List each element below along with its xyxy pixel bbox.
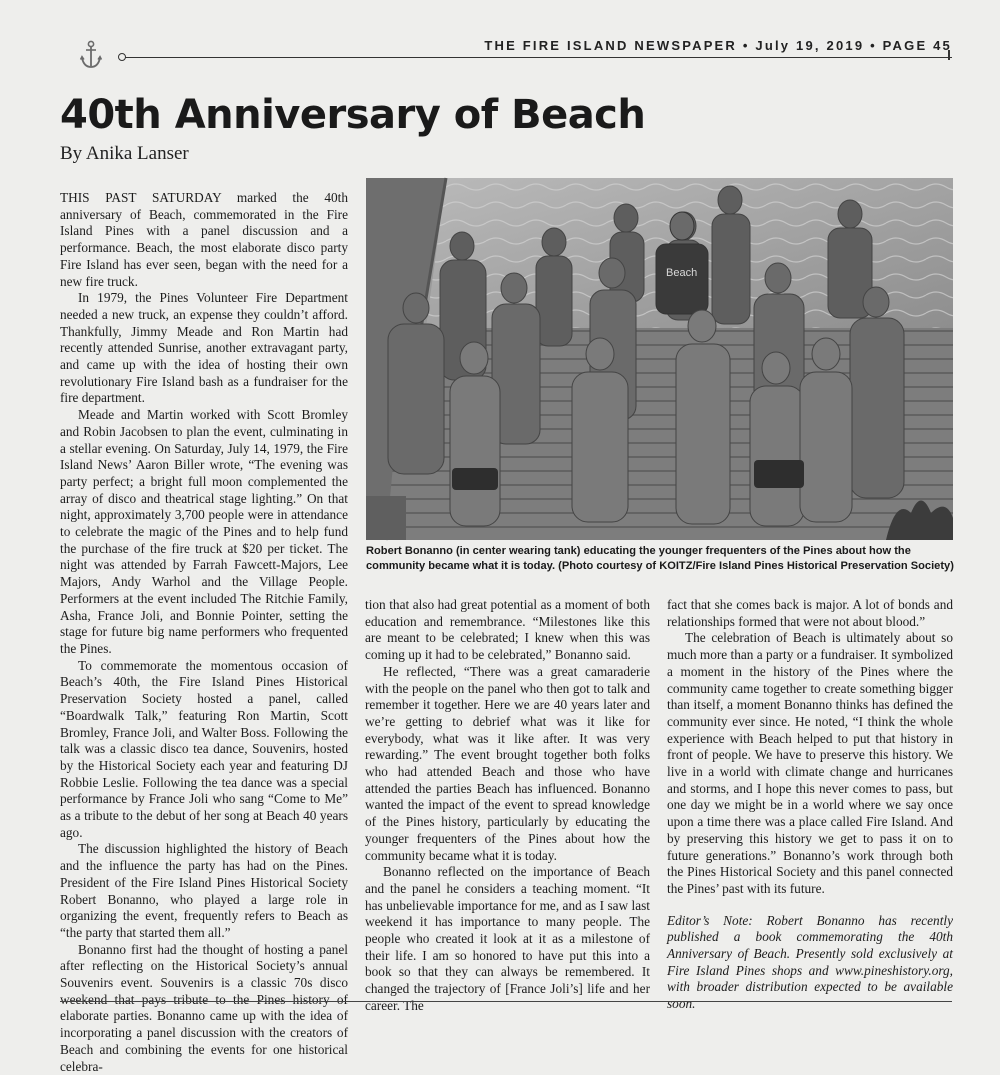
masthead: THE FIRE ISLAND NEWSPAPER • July 19, 2019 • PAGE 45: [484, 38, 952, 53]
paragraph: The discussion highlighted the history of Beach and the influence the party has had on the Pines. President of the Fire Island Pines Historical Society Robert Bonanno, who played a large role in organizing the event, frequently refers to Beach as “the party that started them all.”: [60, 841, 348, 940]
article-byline: By Anika Lanser: [60, 143, 189, 164]
paragraph: tion that also had great potential as a moment of both education and remembrance. “Milestones like this are meant to be celebrated; I knew when this was coming up it had to be celebrated,” Bonanno said.: [365, 597, 650, 663]
paragraph: Bonanno first had the thought of hosting a panel after reflecting on the Historical Society’s annual Souvenirs event. Souvenirs is a classic 70s disco weekend that pays tribute to the Pines history of elaborate parties. Bonanno came up with the idea of incorporating a panel discussion with the creators of Beach and combining the events for one historical celebra-: [60, 941, 348, 1074]
header-rule: [120, 57, 952, 58]
article-headline: 40th Anniversary of Beach: [60, 92, 646, 138]
paragraph: He reflected, “There was a great camaraderie with the people on the panel who then got to talk and remember it together. Here we are 40 years later and we’re getting to debrief what was it like for everybody, what was it like after. It was very rewarding.” The event brought together both folks who had attended Beach and those who have attended the parties Beach has influenced. Bonanno wanted the impact of the event to spread knowledge of the Pines history, particularly by educating the younger frequenters of the Pines about how the community became what it is today.: [365, 663, 650, 863]
anchor-icon: [80, 40, 102, 70]
publication-name: THE FIRE ISLAND NEWSPAPER: [484, 38, 738, 53]
paragraph: fact that she comes back is major. A lot of bonds and relationships formed that were not about blood.”: [667, 597, 953, 629]
group-photo-illustration: [366, 178, 953, 540]
footer-rule: [60, 1001, 952, 1002]
paragraph: To commemorate the momentous occasion of Beach’s 40th, the Fire Island Pines Historical Preservation Society hosted a panel, called “Boardwalk Talk,” featuring Ron Martin, Scott Bromley, France Joli, and Walter Boss. Following the talk was a classic disco tea dance, Souvenirs, hosted by the Historical Society each year and featuring DJ Robbie Leslie. Following the tea dance was a special performance by France Joli who sang “Come to Me” as a tribute to the debut of her song at Beach 40 years ago.: [60, 657, 348, 840]
group-photo: [366, 178, 953, 540]
paragraph: In 1979, the Pines Volunteer Fire Department needed a new truck, an expense they couldn’t afford. Thankfully, Jimmy Meade and Ron Martin had recently attended Sunrise, another extravagant party, and came up with the idea of hosting their own revolutionary Fire Island bash as a fundraiser for the fire department.: [60, 290, 348, 406]
article-column-3: [667, 597, 953, 1012]
paragraph: Meade and Martin worked with Scott Bromley and Robin Jacobsen to plan the event, culminating in a stellar evening. On Saturday, July 14, 1979, the Fire Island News’ Aaron Biller wrote, “The evening was party perfect; a bright full moon complemented the array of disco and theatrical stage lighting.” On that night, approximately 3,700 people were in attendance to celebrate the magic of the Pines and to help fund the purchase of the fire truck at $20 per ticket. The night was attended by Farrah Fawcett-Majors, Lee Majors, Andy Warhol and the Village People. Performers at the event included The Ritchie Family, Asha, France Joli, and Bonnie Pointer, setting the stage for future big name performers who frequented the Pines.: [60, 407, 348, 656]
tank-shirt-text: Beach: [666, 267, 698, 279]
photo-caption: Robert Bonanno (in center wearing tank) educating the younger frequenters of the Pines about how the community became what it is today. (Photo courtesy of KOITZ/Fire Island Pines Historical Preservation Society): [366, 545, 954, 572]
article-column-2: [365, 597, 650, 1013]
issue-date: July 19, 2019: [755, 38, 865, 53]
article-column-1: [60, 190, 348, 1074]
editors-note: Editor’s Note: Robert Bonanno has recently published a book commemorating the 40th Anniversary of Beach. Presently sold exclusively at Fire Island Pines shops and www.pineshistory.org, with broader distribution expected to be available soon.: [667, 912, 953, 1012]
paragraph: The celebration of Beach is ultimately about so much more than a party or a fundraiser. It symbolized a moment in the history of the Pines where the community came together to create something bigger than itself, a moment Bonanno thinks has defined the community ever since. He noted, “I think the whole experience with Beach helped to put that history in front of people. We have to preserve this history. We live in a world with climate change and hurricanes and storms, and I hope this never comes to pass, but one day we might be in a world where we say once upon a time there was a place called Fire Island. And by preserving this history we get to pass it on to future generations.” Bonanno’s work through both the Pines Historical Society and this panel connected the Pines’ past with its future.: [667, 630, 953, 896]
header-rule-dot: [118, 53, 126, 61]
paragraph: THIS PAST SATURDAY marked the 40th anniversary of Beach, commemorated in the Fire Island Pines with a panel discussion and a performance. Beach, the most elaborate disco party Fire Island has ever seen, began with the need for a new fire truck.: [60, 190, 348, 289]
page-number: PAGE 45: [882, 38, 952, 53]
paragraph: Bonanno reflected on the importance of Beach and the panel he considers a teaching moment. “It has unbelievable importance for me, and as I saw last weekend it has importance to many people. The people who created it look at it as a milestone of their life. I am so honored to have put this into a book so that they can always be remembered. It changed the trajectory of [France Joli’s] life and her career. The: [365, 864, 650, 1013]
